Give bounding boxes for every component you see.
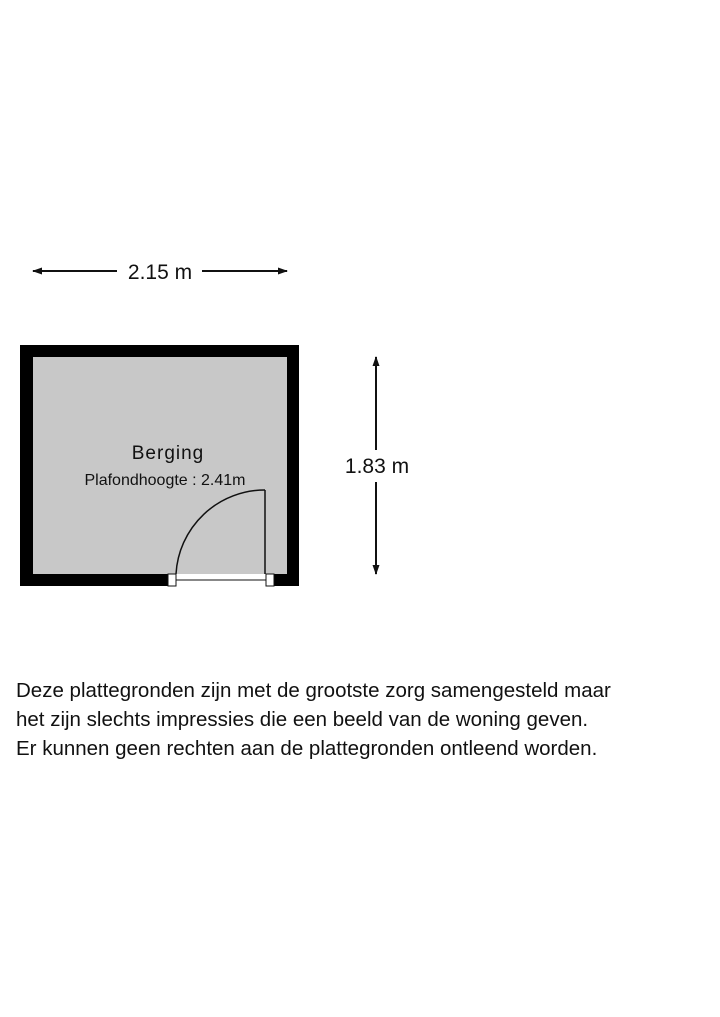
door-jamb-right [266,574,274,586]
room-ceiling-height: Plafondhoogte : 2.41m [84,472,246,489]
disclaimer-text [16,676,716,763]
disclaimer-line-2: het zijn slechts impressies die een beeld van de woning geven. [16,708,589,731]
room-berging [20,345,299,586]
width-dimension [33,261,287,284]
door-jamb-left [168,574,176,586]
room-floor [33,357,287,574]
disclaimer-line-3: Er kunnen geen rechten aan de plattegronden ontleend worden. [16,737,598,760]
disclaimer-line-1: Deze plattegronden zijn met de grootste zorg samengesteld maar [16,679,611,702]
room-name: Berging [131,443,205,464]
width-dimension-label: 2.15 m [127,261,193,284]
height-dimension-label: 1.83 m [344,455,410,478]
height-dimension [336,357,416,574]
